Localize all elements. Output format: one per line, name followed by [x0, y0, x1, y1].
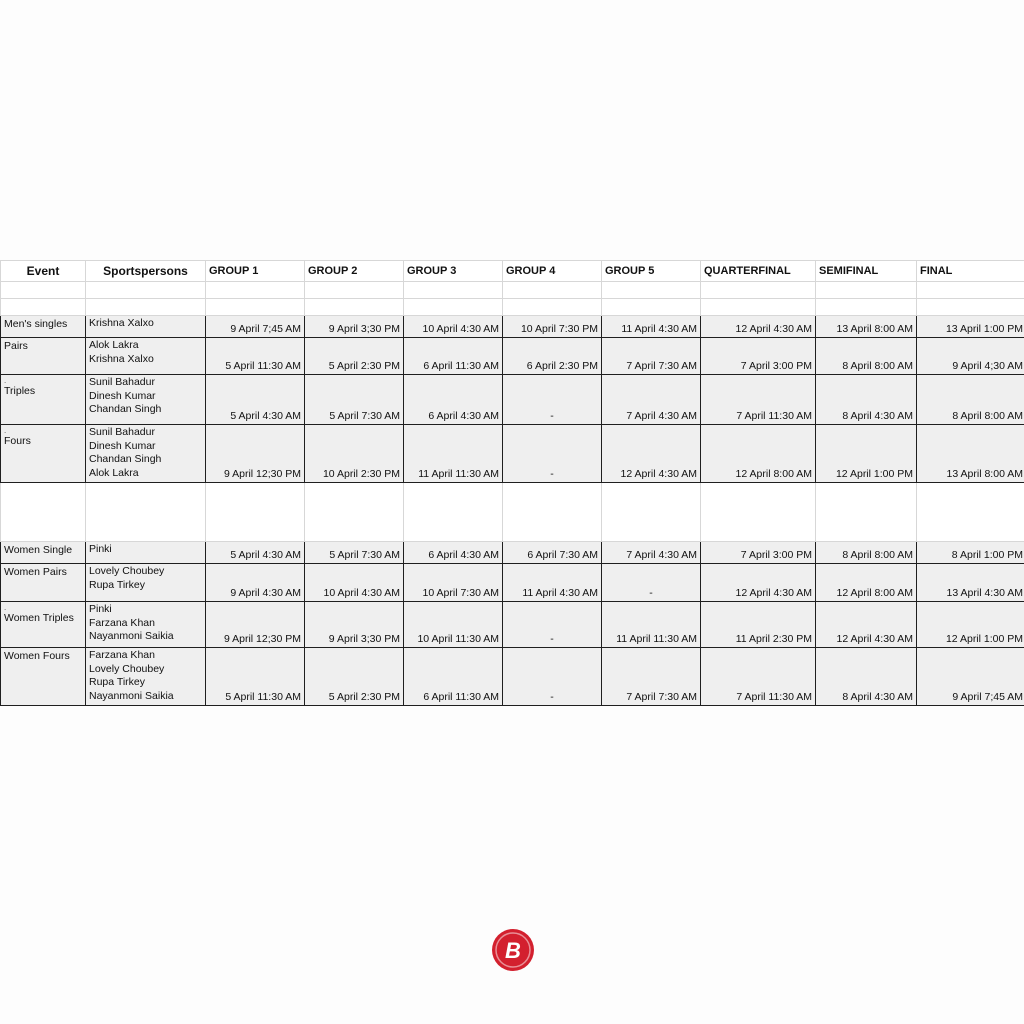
schedule-time-cell[interactable]: 11 April 4:30 AM — [602, 316, 701, 338]
event-name: Triples — [4, 385, 36, 397]
sportsperson-name: Dinesh Kumar — [89, 439, 156, 452]
event-name: Fours — [4, 435, 31, 447]
blank-row — [1, 299, 1024, 316]
schedule-time-cell[interactable]: 8 April 8:00 AM — [816, 542, 917, 564]
event-cell[interactable] — [1, 602, 86, 648]
schedule-table — [0, 260, 1024, 706]
schedule-time-cell[interactable]: 7 April 11:30 AM — [701, 648, 816, 706]
header-group4[interactable]: GROUP 4 — [503, 261, 602, 282]
schedule-time-cell[interactable]: 12 April 1:00 PM — [917, 602, 1024, 648]
schedule-time-cell[interactable]: 7 April 4:30 AM — [602, 542, 701, 564]
header-event[interactable]: Event — [1, 261, 86, 282]
schedule-time-cell[interactable]: 12 April 4:30 AM — [816, 602, 917, 648]
event-name: Women Single — [4, 544, 73, 556]
schedule-time-cell[interactable]: 13 April 8:00 AM — [917, 425, 1024, 483]
sportsperson-name: Nayanmoni Saikia — [89, 689, 174, 702]
table-row — [1, 564, 1024, 602]
schedule-time-cell[interactable]: 12 April 4:30 AM — [701, 564, 816, 602]
sportspersons-cell[interactable] — [86, 648, 206, 706]
schedule-time-cell[interactable]: 13 April 1:00 PM — [917, 316, 1024, 338]
schedule-time-cell[interactable]: 6 April 4:30 AM — [404, 375, 503, 425]
schedule-time-cell[interactable]: 9 April 12;30 PM — [206, 425, 305, 483]
brand-logo-icon — [491, 928, 535, 972]
sportspersons-cell[interactable] — [86, 316, 206, 338]
sportsperson-name: Rupa Tirkey — [89, 578, 146, 591]
event-cell[interactable] — [1, 425, 86, 483]
empty-cell[interactable] — [404, 483, 503, 542]
sportsperson-name: Pinki — [89, 603, 112, 615]
event-cell[interactable] — [1, 564, 86, 602]
empty-cell[interactable] — [305, 483, 404, 542]
schedule-time-cell[interactable]: 13 April 4:30 AM — [917, 564, 1024, 602]
marker-dot: . — [4, 603, 7, 612]
empty-cell[interactable] — [602, 282, 701, 299]
schedule-time-cell[interactable]: 10 April 2:30 PM — [305, 425, 404, 483]
empty-cell[interactable] — [305, 282, 404, 299]
sportsperson-name: Sunil Bahadur — [89, 426, 155, 438]
schedule-time-cell[interactable]: 5 April 2:30 PM — [305, 338, 404, 375]
sportsperson-name: Pinki — [89, 543, 112, 555]
schedule-time-cell[interactable]: 6 April 7:30 AM — [503, 542, 602, 564]
schedule-sheet — [0, 260, 1024, 706]
schedule-time-cell[interactable]: 12 April 4:30 AM — [602, 425, 701, 483]
sportsperson-name: Farzana Khan — [89, 649, 155, 661]
schedule-time-cell[interactable]: 6 April 2:30 PM — [503, 338, 602, 375]
sportsperson-name: Krishna Xalxo — [89, 317, 154, 329]
header-row — [1, 261, 1024, 282]
empty-cell[interactable] — [701, 299, 816, 316]
empty-cell[interactable] — [404, 282, 503, 299]
blank-row — [1, 282, 1024, 299]
empty-cell[interactable] — [816, 282, 917, 299]
event-name: Women Triples — [4, 612, 74, 624]
schedule-time-cell[interactable]: 10 April 7:30 PM — [503, 316, 602, 338]
sportsperson-name: Lovely Choubey — [89, 565, 165, 577]
schedule-time-cell[interactable]: 9 April 7;45 AM — [206, 316, 305, 338]
header-group5[interactable]: GROUP 5 — [602, 261, 701, 282]
empty-cell[interactable] — [86, 483, 206, 542]
sportsperson-name: Krishna Xalxo — [89, 352, 154, 365]
schedule-time-cell[interactable]: 8 April 8:00 AM — [816, 338, 917, 375]
empty-cell[interactable] — [1, 282, 86, 299]
schedule-time-cell[interactable]: 5 April 2:30 PM — [305, 648, 404, 706]
schedule-time-cell[interactable]: 6 April 11:30 AM — [404, 648, 503, 706]
schedule-time-cell[interactable]: 9 April 7;45 AM — [917, 648, 1024, 706]
sportspersons-cell[interactable] — [86, 338, 206, 375]
blank-row — [1, 483, 1024, 542]
schedule-time-cell[interactable]: 5 April 11:30 AM — [206, 338, 305, 375]
table-row — [1, 602, 1024, 648]
header-group2[interactable]: GROUP 2 — [305, 261, 404, 282]
event-name: Pairs — [4, 340, 28, 352]
marker-dot: . — [4, 426, 7, 435]
schedule-time-cell[interactable]: - — [503, 602, 602, 648]
schedule-time-cell[interactable]: 9 April 3;30 PM — [305, 316, 404, 338]
empty-cell[interactable] — [503, 299, 602, 316]
schedule-time-cell[interactable]: 7 April 3:00 PM — [701, 338, 816, 375]
schedule-time-cell[interactable]: 7 April 11:30 AM — [701, 375, 816, 425]
empty-cell[interactable] — [701, 282, 816, 299]
schedule-time-cell[interactable]: 6 April 4:30 AM — [404, 542, 503, 564]
empty-cell[interactable] — [602, 483, 701, 542]
event-name: Women Pairs — [4, 566, 67, 578]
sportsperson-name: Dinesh Kumar — [89, 389, 156, 402]
schedule-time-cell[interactable]: 12 April 8:00 AM — [816, 564, 917, 602]
table-row — [1, 425, 1024, 483]
schedule-time-cell[interactable]: 8 April 4:30 AM — [816, 375, 917, 425]
header-semifinal[interactable]: SEMIFINAL — [816, 261, 917, 282]
schedule-time-cell[interactable]: 7 April 7:30 AM — [602, 338, 701, 375]
event-cell[interactable] — [1, 542, 86, 564]
schedule-time-cell[interactable]: 8 April 4:30 AM — [816, 648, 917, 706]
header-quarterfinal[interactable]: QUARTERFINAL — [701, 261, 816, 282]
empty-cell[interactable] — [1, 299, 86, 316]
schedule-time-cell[interactable]: 5 April 11:30 AM — [206, 648, 305, 706]
schedule-time-cell[interactable]: 5 April 4:30 AM — [206, 542, 305, 564]
schedule-time-cell[interactable]: 11 April 11:30 AM — [602, 602, 701, 648]
empty-cell[interactable] — [206, 483, 305, 542]
empty-cell[interactable] — [701, 483, 816, 542]
schedule-time-cell[interactable]: - — [503, 375, 602, 425]
schedule-time-cell[interactable]: 9 April 4;30 AM — [917, 338, 1024, 375]
empty-cell[interactable] — [816, 299, 917, 316]
schedule-body — [1, 282, 1024, 706]
sportsperson-name: Nayanmoni Saikia — [89, 630, 174, 642]
empty-cell[interactable] — [917, 299, 1024, 316]
schedule-time-cell[interactable]: 11 April 4:30 AM — [503, 564, 602, 602]
sportsperson-name: Lovely Choubey — [89, 662, 165, 675]
sportsperson-name: Chandan Singh — [89, 453, 162, 465]
schedule-time-cell[interactable]: 9 April 3;30 PM — [305, 602, 404, 648]
empty-cell[interactable] — [86, 299, 206, 316]
schedule-time-cell[interactable]: - — [503, 425, 602, 483]
empty-cell[interactable] — [503, 483, 602, 542]
empty-cell[interactable] — [206, 299, 305, 316]
schedule-time-cell[interactable]: 5 April 7:30 AM — [305, 375, 404, 425]
header-sportspersons[interactable]: Sportspersons — [86, 261, 206, 282]
table-row — [1, 338, 1024, 375]
sportspersons-cell[interactable] — [86, 564, 206, 602]
schedule-time-cell[interactable]: 10 April 7:30 AM — [404, 564, 503, 602]
empty-cell[interactable] — [917, 282, 1024, 299]
schedule-time-cell[interactable]: 11 April 2:30 PM — [701, 602, 816, 648]
schedule-time-cell[interactable]: 7 April 7:30 AM — [602, 648, 701, 706]
schedule-time-cell[interactable]: 5 April 7:30 AM — [305, 542, 404, 564]
schedule-time-cell[interactable]: 6 April 11:30 AM — [404, 338, 503, 375]
empty-cell[interactable] — [1, 483, 86, 542]
schedule-time-cell[interactable]: 10 April 11:30 AM — [404, 602, 503, 648]
empty-cell[interactable] — [503, 282, 602, 299]
event-name: Women Fours — [4, 650, 70, 662]
schedule-time-cell[interactable]: 9 April 12;30 PM — [206, 602, 305, 648]
sportsperson-name: Sunil Bahadur — [89, 376, 155, 388]
sportsperson-name: Rupa Tirkey — [89, 676, 146, 688]
sportspersons-cell[interactable] — [86, 602, 206, 648]
event-name: Men's singles — [4, 318, 68, 330]
schedule-time-cell[interactable]: 10 April 4:30 AM — [305, 564, 404, 602]
schedule-time-cell[interactable]: 9 April 4:30 AM — [206, 564, 305, 602]
schedule-time-cell[interactable]: 7 April 4:30 AM — [602, 375, 701, 425]
event-cell[interactable] — [1, 375, 86, 425]
sportsperson-name: Alok Lakra — [89, 339, 139, 351]
event-cell[interactable] — [1, 648, 86, 706]
sportspersons-cell[interactable] — [86, 375, 206, 425]
schedule-time-cell[interactable]: - — [503, 648, 602, 706]
empty-cell[interactable] — [404, 299, 503, 316]
schedule-time-cell[interactable]: 10 April 4:30 AM — [404, 316, 503, 338]
schedule-time-cell[interactable]: 7 April 3:00 PM — [701, 542, 816, 564]
event-cell[interactable] — [1, 316, 86, 338]
schedule-time-cell[interactable]: 13 April 8:00 AM — [816, 316, 917, 338]
event-cell[interactable] — [1, 338, 86, 375]
schedule-time-cell[interactable]: 12 April 4:30 AM — [701, 316, 816, 338]
table-row — [1, 316, 1024, 338]
schedule-time-cell[interactable]: 8 April 8:00 AM — [917, 375, 1024, 425]
marker-dot: . — [4, 376, 7, 385]
schedule-time-cell[interactable]: 12 April 8:00 AM — [701, 425, 816, 483]
header-group1[interactable]: GROUP 1 — [206, 261, 305, 282]
header-group3[interactable]: GROUP 3 — [404, 261, 503, 282]
empty-cell[interactable] — [917, 483, 1024, 542]
schedule-time-cell[interactable]: 12 April 1:00 PM — [816, 425, 917, 483]
table-row — [1, 542, 1024, 564]
empty-cell[interactable] — [206, 282, 305, 299]
sportsperson-name: Alok Lakra — [89, 466, 139, 479]
sportsperson-name: Farzana Khan — [89, 616, 155, 629]
brand-logo-text: B — [505, 938, 521, 963]
table-row — [1, 648, 1024, 706]
sportspersons-cell[interactable] — [86, 425, 206, 483]
schedule-time-cell[interactable]: 5 April 4:30 AM — [206, 375, 305, 425]
empty-cell[interactable] — [305, 299, 404, 316]
table-row — [1, 375, 1024, 425]
schedule-time-cell[interactable]: 8 April 1:00 PM — [917, 542, 1024, 564]
empty-cell[interactable] — [602, 299, 701, 316]
sportsperson-name: Chandan Singh — [89, 403, 162, 415]
schedule-time-cell[interactable]: 11 April 11:30 AM — [404, 425, 503, 483]
sportspersons-cell[interactable] — [86, 542, 206, 564]
header-final[interactable]: FINAL — [917, 261, 1024, 282]
empty-cell[interactable] — [816, 483, 917, 542]
schedule-time-cell[interactable]: - — [602, 564, 701, 602]
empty-cell[interactable] — [86, 282, 206, 299]
